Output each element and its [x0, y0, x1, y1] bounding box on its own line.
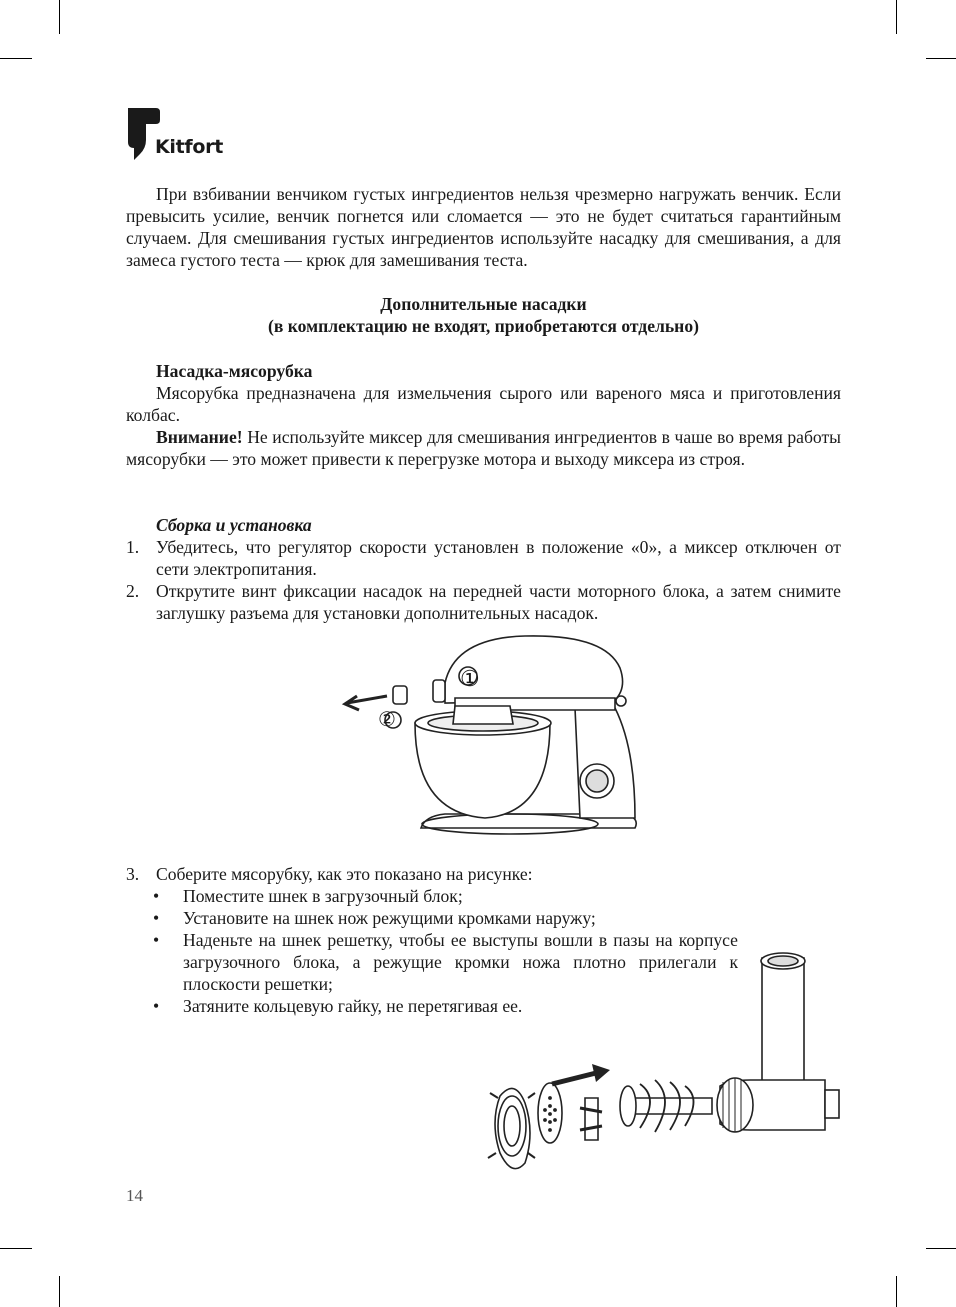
list-item — [126, 907, 738, 929]
step-number: 1. — [126, 537, 140, 557]
grinder-heading: Насадка-мясорубка — [156, 361, 313, 381]
list-item — [126, 536, 841, 580]
crop-mark — [0, 1248, 32, 1249]
grinder-warning — [126, 426, 841, 470]
warning-text: Не используйте миксер для смешивания ингредиентов в чаше во время работы мясорубки — это может привести к перегрузке мотора и выходу миксера из строя. — [126, 427, 841, 469]
assembly-steps — [126, 536, 841, 624]
intro-block — [126, 183, 841, 271]
step-text: Соберите мясорубку, как это показано на рисунке: — [156, 864, 533, 884]
crop-mark — [926, 1248, 956, 1249]
crop-mark — [59, 1276, 60, 1307]
assembly-steps-continued — [126, 863, 841, 885]
bullet-symbol: • — [153, 930, 160, 950]
assembly-step-3 — [126, 863, 841, 885]
crop-mark — [896, 1276, 897, 1307]
grinder-section — [126, 360, 841, 470]
mixer-figure — [335, 628, 655, 843]
bullet-symbol: • — [153, 886, 160, 906]
section-title: Дополнительные насадки — [380, 294, 587, 314]
crop-mark — [896, 0, 897, 34]
callout-1: ① — [460, 666, 480, 691]
step-text: Убедитесь, что регулятор скорости установлен в положение «0», а миксер отключен от сети электропитания. — [156, 537, 841, 579]
step-text: Открутите винт фиксации насадок на передней части моторного блока, а затем снимите заглушку разъема для установки дополнительных насадок. — [156, 581, 841, 623]
list-item — [126, 885, 738, 907]
bullet-text: Затяните кольцевую гайку, не перетягивая ее. — [183, 996, 523, 1016]
crop-mark — [59, 0, 60, 34]
bullet-text: Поместите шнек в загрузочный блок; — [183, 886, 463, 906]
section-subtitle: (в комплектацию не входят, приобретаются отдельно) — [268, 316, 699, 336]
bullet-symbol: • — [153, 996, 160, 1016]
bullet-symbol: • — [153, 908, 160, 928]
bullet-text: Установите на шнек нож режущими кромками наружу; — [183, 908, 596, 928]
crop-mark — [926, 58, 956, 59]
warning-label: Внимание! — [156, 427, 243, 447]
list-item — [126, 863, 841, 885]
step-number: 3. — [126, 864, 140, 884]
assembly-section — [126, 514, 841, 624]
crop-mark — [0, 58, 32, 59]
section-header — [126, 293, 841, 337]
page-number: 14 — [126, 1186, 143, 1205]
grinder-figure — [480, 948, 842, 1188]
callout-2: ② — [378, 709, 396, 731]
brand-name: Kitfort — [155, 136, 223, 158]
assembly-heading: Сборка и установка — [156, 515, 312, 535]
grinder-description: Мясорубка предназначена для измельчения сырого или вареного мяса и приготовления колбас. — [126, 383, 841, 425]
intro-paragraph: При взбивании венчиком густых ингредиентов нельзя чрезмерно нагружать венчик. Если превысить усилие, венчик погнется или сломается — это не будет считаться гарантийным случаем. Для смешивания густых ингредиентов используйте насадку для смешивания, а для замеса густого теста — крюк для замешивания теста. — [126, 184, 841, 270]
bullet-text: Наденьте на шнек решетку, чтобы ее выступы вошли в пазы на корпусе загрузочного блока, а режущие кромки ножа плотно прилегали к плоскости решетки; — [183, 930, 738, 994]
list-item — [126, 580, 841, 624]
step-number: 2. — [126, 581, 140, 601]
